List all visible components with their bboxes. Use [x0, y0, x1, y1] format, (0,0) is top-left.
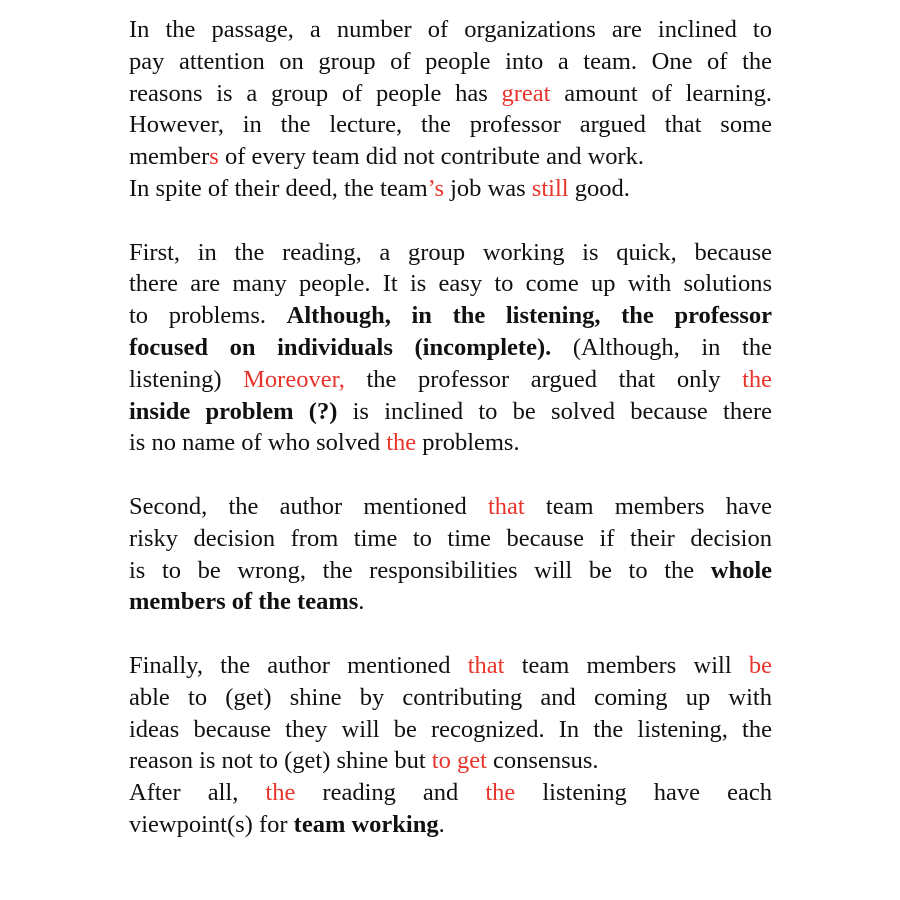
text-line: [129, 332, 772, 364]
correction-text: the: [485, 779, 516, 807]
text-line: [129, 46, 772, 78]
document-body: [129, 14, 772, 841]
text-segment: listening have each: [515, 779, 772, 807]
text-segment: problems.: [416, 429, 520, 457]
text-segment: is no name of who solved: [129, 429, 387, 457]
paragraph-spacer: [129, 459, 772, 491]
correction-text: Moreover,: [243, 365, 345, 393]
paragraph-spacer: [129, 205, 772, 237]
text-segment: reading and: [295, 779, 486, 807]
text-segment: (Although, in the: [551, 333, 772, 361]
text-segment: amount of learning.: [550, 79, 772, 107]
bold-text: members of the teams: [129, 588, 359, 616]
text-line: [129, 650, 772, 682]
correction-text: still: [531, 174, 569, 202]
text-line: [129, 237, 772, 269]
text-line: [129, 745, 772, 777]
text-segment: Finally, the author mentioned: [129, 651, 468, 679]
correction-text: be: [748, 651, 772, 679]
correction-text: that: [467, 651, 505, 679]
text-segment: of every team did not contribute and work.: [218, 143, 645, 171]
text-segment: ideas because they will be recognized. In the listening, the: [129, 715, 772, 743]
paragraph: [129, 491, 772, 618]
text-segment: is inclined to be solved because there: [337, 397, 772, 425]
text-segment: there are many people. It is easy to come up with solutions: [129, 270, 772, 298]
text-segment: However, in the lecture, the professor argued that some: [129, 111, 772, 139]
text-line: [129, 809, 772, 841]
text-segment: the professor argued that only: [344, 365, 743, 393]
text-segment: Second, the author mentioned: [129, 492, 488, 520]
text-line: [129, 364, 772, 396]
text-line: [129, 555, 772, 587]
text-segment: consensus.: [486, 747, 599, 775]
text-segment: team members have: [524, 492, 772, 520]
text-line: [129, 427, 772, 459]
correction-text: the: [742, 365, 772, 393]
bold-text: focused on individuals (incomplete).: [129, 333, 552, 361]
text-line: [129, 14, 772, 46]
text-line: [129, 586, 772, 618]
text-line: [129, 141, 772, 173]
bold-text: team working: [293, 810, 439, 838]
text-segment: reasons is a group of people has: [129, 79, 502, 107]
text-line: [129, 682, 772, 714]
text-line: [129, 523, 772, 555]
paragraph: [129, 650, 772, 841]
text-segment: is to be wrong, the responsibilities will be to the: [129, 556, 711, 584]
correction-text: that: [487, 492, 525, 520]
text-segment: able to (get) shine by contributing and coming up with: [129, 683, 772, 711]
text-line: [129, 300, 772, 332]
paragraph: [129, 14, 772, 205]
text-segment: member: [129, 143, 210, 171]
text-segment: viewpoint(s) for: [129, 810, 294, 838]
text-segment: reason is not to (get) shine but: [129, 747, 432, 775]
text-segment: job was: [444, 174, 532, 202]
correction-text: the: [265, 779, 296, 807]
text-segment: risky decision from time to time because if their decision: [129, 524, 772, 552]
text-segment: After all,: [129, 779, 266, 807]
text-segment: .: [438, 810, 445, 838]
paragraph-spacer: [129, 618, 772, 650]
bold-text: whole: [710, 556, 772, 584]
text-line: [129, 268, 772, 300]
text-segment: good.: [568, 174, 630, 202]
text-line: [129, 491, 772, 523]
text-segment: In the passage, a number of organizations are inclined to: [129, 16, 772, 43]
text-line: [129, 396, 772, 428]
text-segment: .: [358, 588, 365, 616]
correction-text: ’s: [427, 174, 444, 202]
text-segment: to problems.: [129, 302, 287, 330]
text-segment: pay attention on group of people into a team. One of the: [129, 47, 772, 75]
correction-text: to get: [431, 747, 487, 775]
bold-text: Although, in the listening, the professor: [286, 302, 772, 330]
text-line: [129, 777, 772, 809]
text-line: [129, 714, 772, 746]
correction-text: great: [501, 79, 551, 107]
paragraph: [129, 237, 772, 460]
text-line: [129, 78, 772, 110]
text-segment: First, in the reading, a group working is quick, because: [129, 238, 772, 266]
correction-text: the: [386, 429, 417, 457]
text-line: [129, 173, 772, 205]
text-segment: listening): [129, 365, 244, 393]
correction-text: s: [209, 143, 219, 171]
bold-text: inside problem (?): [129, 397, 338, 425]
text-segment: In spite of their deed, the team: [129, 174, 428, 202]
text-segment: team members will: [504, 651, 749, 679]
text-line: [129, 109, 772, 141]
